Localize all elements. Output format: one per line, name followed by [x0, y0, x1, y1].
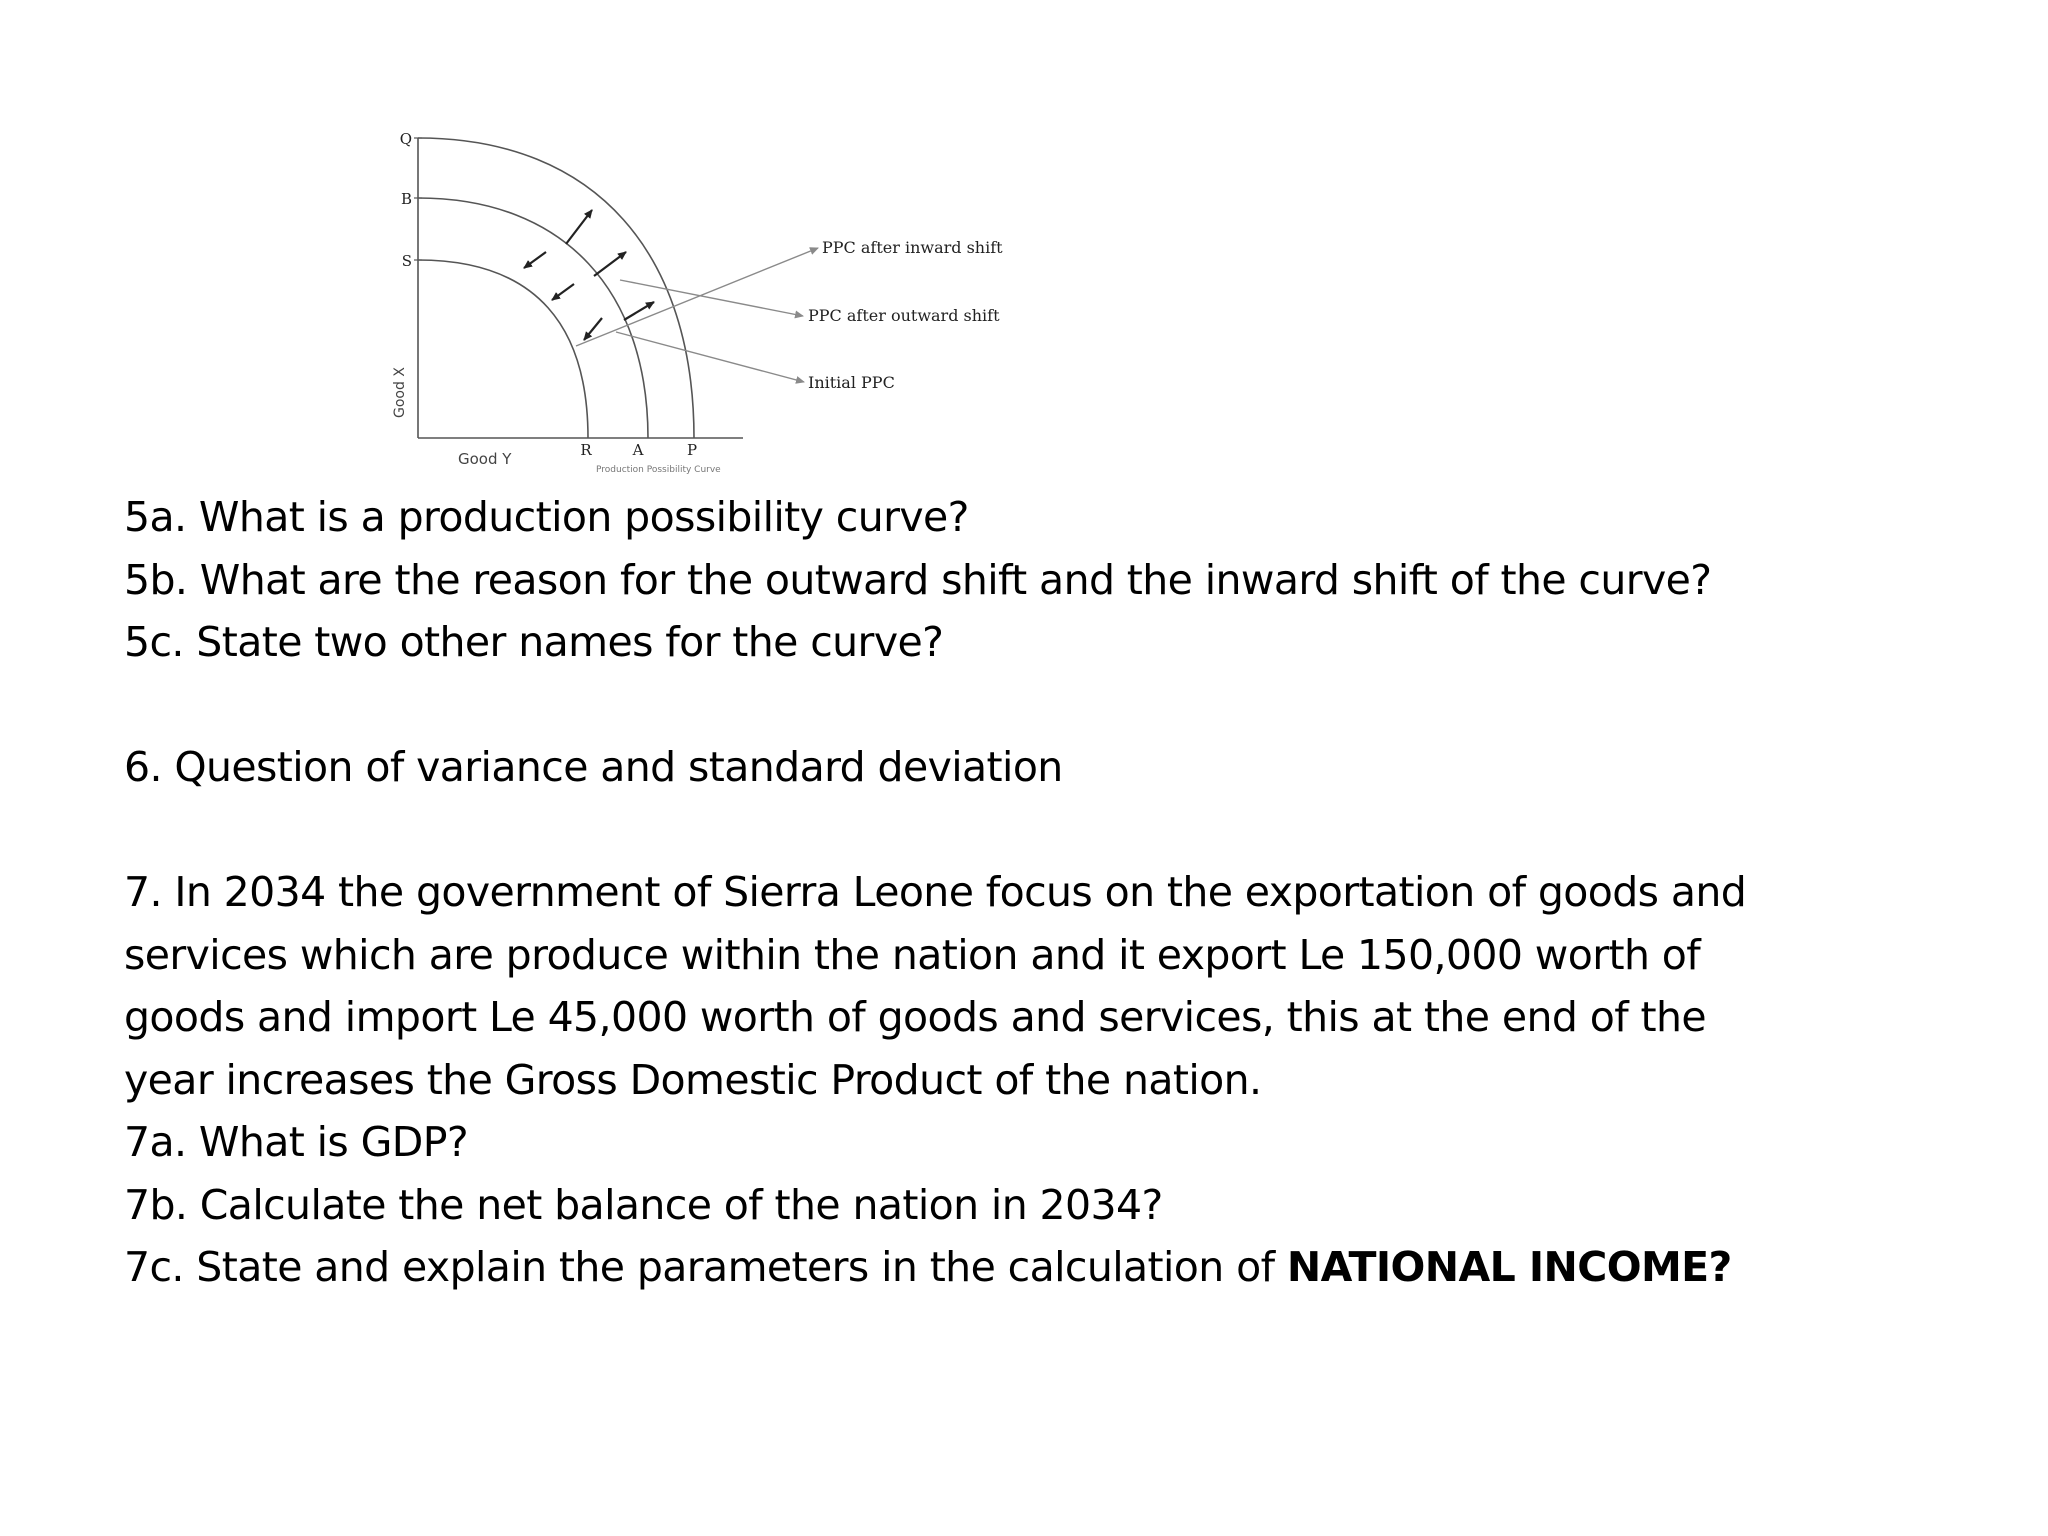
x-tick-label-p: P — [686, 441, 698, 459]
spacer — [124, 799, 2004, 862]
ppc-inward-curve — [418, 260, 588, 438]
outward-arrow — [566, 210, 592, 244]
x-axis-label: Good Y — [458, 450, 512, 468]
question-7-line: services which are produce within the nation and it export Le 150,000 worth of — [124, 930, 1701, 979]
y-tick-label-q: Q — [399, 130, 412, 148]
ppc-outward-curve — [418, 138, 694, 438]
ppc-diagram-svg — [392, 118, 1008, 490]
outward-arrow — [594, 252, 626, 276]
question-7b: 7b. Calculate the net balance of the nation in 2034? — [124, 1180, 1163, 1229]
ppc-diagram — [392, 118, 1008, 490]
question-text — [124, 486, 2004, 1299]
spacer — [124, 674, 2004, 737]
diagram-caption: Production Possibility Curve — [596, 465, 721, 475]
question-5a: 5a. What is a production possibility curve? — [124, 493, 969, 541]
label-outward: PPC after outward shift — [808, 306, 1000, 325]
y-tick-label-b: B — [400, 190, 412, 208]
question-7a: 7a. What is GDP? — [124, 1118, 469, 1166]
ppc-initial-curve — [418, 198, 648, 438]
label-inward: PPC after inward shift — [822, 238, 1003, 257]
label-initial: Initial PPC — [808, 373, 895, 392]
pointer-outward — [620, 280, 803, 316]
y-axis-label: Good X — [392, 367, 408, 418]
pointer-initial — [616, 332, 804, 382]
outward-arrow — [624, 302, 654, 320]
y-tick-label-s: S — [401, 252, 412, 270]
x-tick-label-a: A — [632, 441, 644, 459]
question-7c — [124, 1236, 2004, 1299]
question-5b: 5b. What are the reason for the outward shift and the inward shift of the curve? — [124, 555, 1712, 604]
question-7c-emphasis: NATIONAL INCOME? — [1286, 1243, 1732, 1291]
question-6: 6. Question of variance and standard deviation — [124, 743, 1063, 791]
x-tick-label-r: R — [580, 441, 592, 459]
question-7-line: year increases the Gross Domestic Product of the nation. — [124, 1055, 1262, 1104]
question-5c: 5c. State two other names for the curve? — [124, 618, 944, 666]
inward-arrow — [524, 252, 546, 268]
question-7c-text: 7c. State and explain the parameters in the calculation of — [124, 1243, 1287, 1291]
question-7-line: goods and import Le 45,000 worth of goods and services, this at the end of the — [124, 993, 1706, 1041]
question-7-line: 7. In 2034 the government of Sierra Leone focus on the exportation of goods and — [124, 868, 1747, 916]
inward-arrow — [552, 284, 574, 300]
